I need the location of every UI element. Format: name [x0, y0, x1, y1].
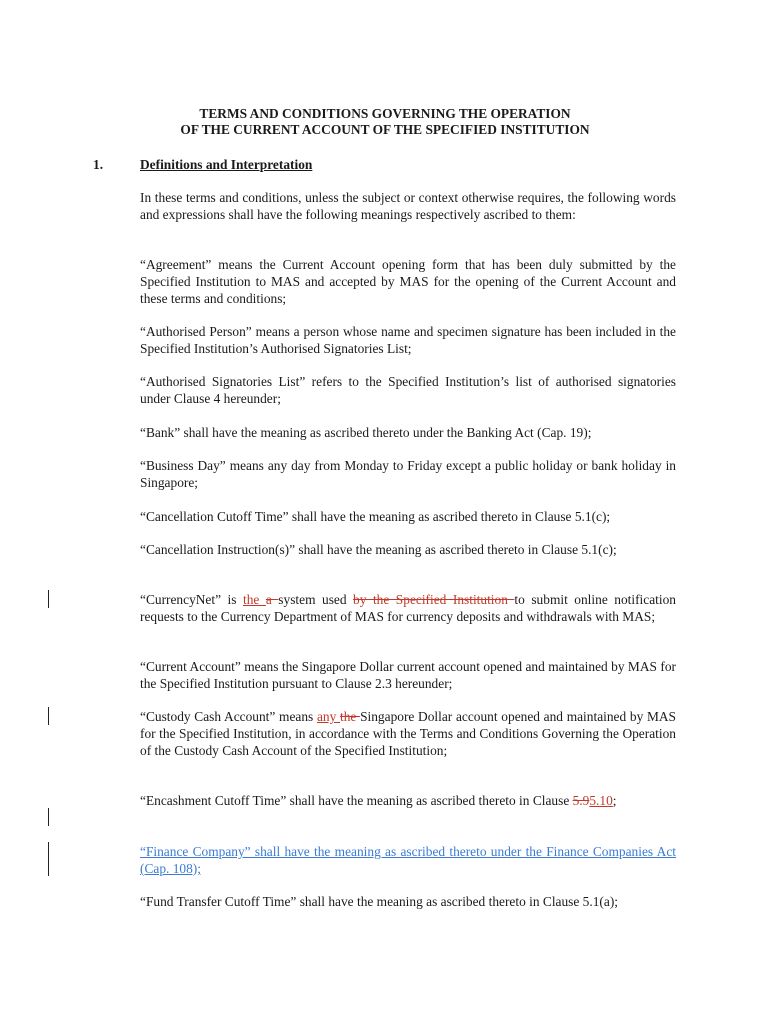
inserted-text: any	[316, 709, 340, 724]
inserted-text: the	[242, 592, 266, 607]
definition-cancellation-instruction: “Cancellation Instruction(s)” shall have the meaning as ascribed thereto in Clause 5.1(c);	[140, 542, 617, 557]
intro-paragraph: In these terms and conditions, unless the subject or context otherwise requires, the following words and expressions shall have the following meanings respectively ascribed to them:	[140, 190, 676, 222]
deleted-text: a	[265, 592, 279, 607]
change-bar	[48, 842, 49, 876]
text-run: “CurrencyNet” is	[140, 592, 243, 607]
section-number: 1.	[93, 157, 104, 172]
definition-business-day: “Business Day” means any day from Monday to Friday except a public holiday or bank holiday in Singapore;	[140, 458, 676, 490]
text-run: “Custody Cash Account” means	[140, 709, 317, 724]
deleted-text: by the Specified Institution	[353, 592, 515, 607]
change-bar	[48, 590, 49, 608]
deleted-text: the	[340, 709, 361, 724]
definition-authorised-signatories-list: “Authorised Signatories List” refers to the Specified Institution’s list of authorised signatories under Clause 4 hereunder;	[140, 374, 676, 406]
definition-custody-cash-account	[140, 708, 676, 759]
definition-currencynet	[140, 591, 676, 625]
title-line-1: TERMS AND CONDITIONS GOVERNING THE OPERATION	[199, 106, 571, 121]
document-title	[100, 106, 670, 138]
deleted-text: 5.9	[572, 793, 590, 808]
text-run: to submit online notification requests to the Currency Department of MAS for currency deposits and withdrawals with MAS;	[140, 592, 676, 624]
definition-agreement: “Agreement” means the Current Account opening form that has been duly submitted by the Specified Institution to MAS and accepted by MAS for the opening of the Current Account and these terms and conditions;	[140, 257, 676, 306]
change-bar	[48, 707, 49, 725]
definition-encashment-cutoff-time	[140, 792, 676, 809]
definition-finance-company: “Finance Company” shall have the meaning as ascribed thereto under the Finance Companies Act (Cap. 108);	[140, 844, 676, 876]
text-run: “Encashment Cutoff Time” shall have the meaning as ascribed thereto in Clause	[140, 793, 573, 808]
definition-current-account: “Current Account” means the Singapore Dollar current account opened and maintained by MAS for the Specified Institution pursuant to Clause 2.3 hereunder;	[140, 659, 676, 691]
definition-cancellation-cutoff-time: “Cancellation Cutoff Time” shall have the meaning as ascribed thereto in Clause 5.1(c);	[140, 509, 611, 524]
text-run: ;	[612, 793, 617, 808]
definition-fund-transfer-cutoff-time: “Fund Transfer Cutoff Time” shall have the meaning as ascribed thereto in Clause 5.1(a);	[140, 894, 619, 909]
inserted-text: 5.10	[589, 793, 613, 808]
title-line-2: OF THE CURRENT ACCOUNT OF THE SPECIFIED INSTITUTION	[180, 122, 590, 137]
change-bar	[48, 808, 49, 826]
text-run: Singapore Dollar account opened and maintained by MAS for the Specified Institution, in accordance with the Terms and Conditions Governing the Operation of the Custody Cash Account of the Specified Institution;	[140, 709, 677, 758]
definition-bank: “Bank” shall have the meaning as ascribed thereto under the Banking Act (Cap. 19);	[140, 425, 592, 440]
text-run: system used	[278, 592, 354, 607]
section-heading: Definitions and Interpretation	[140, 157, 313, 172]
definition-authorised-person: “Authorised Person” means a person whose name and specimen signature has been included in the Specified Institution’s Authorised Signatories List;	[140, 324, 676, 356]
